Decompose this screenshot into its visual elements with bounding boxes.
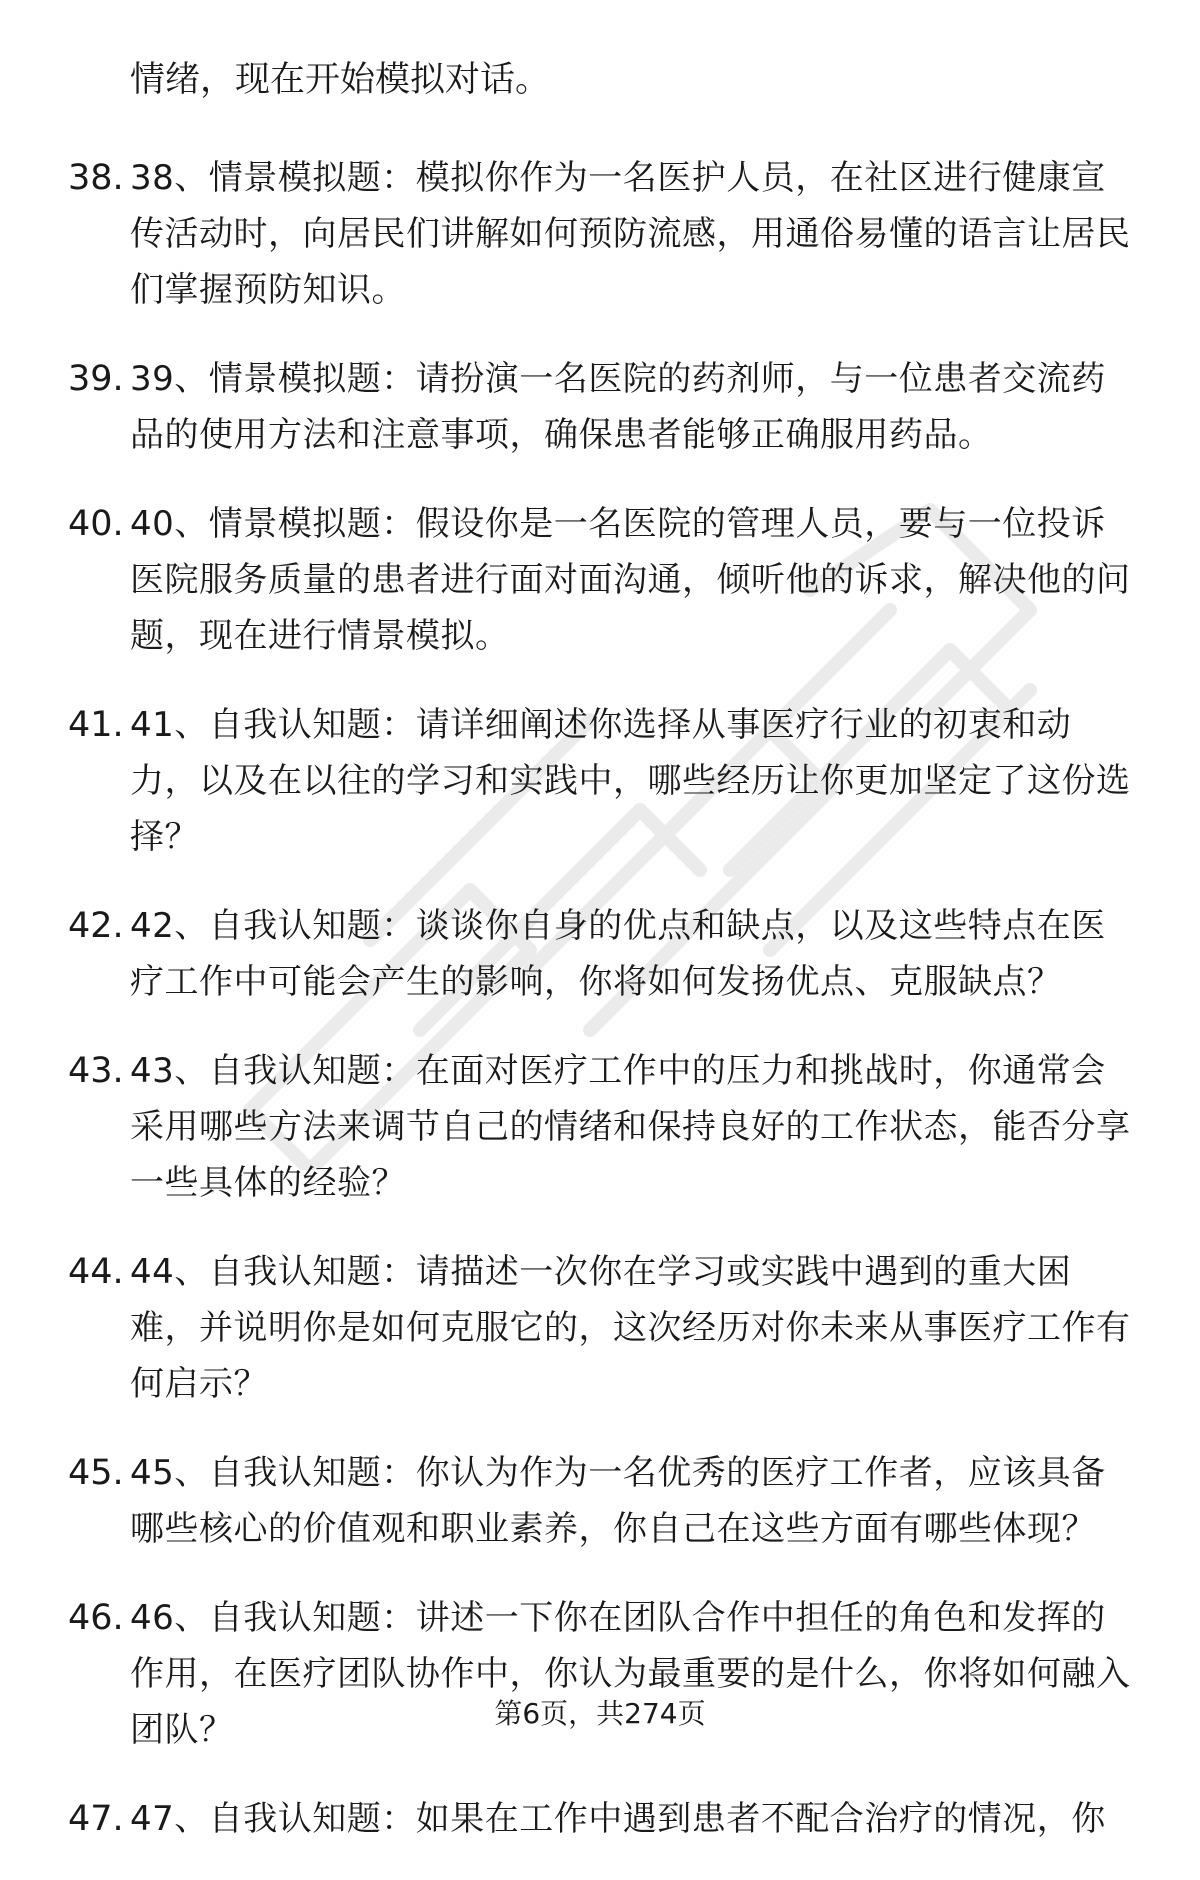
question-number: 42.: [68, 906, 124, 946]
question-text: 41、自我认知题：请详细阐述你选择从事医疗行业的初衷和动力，以及在以往的学习和实践中，哪些经历让你更加坚定了这份选择？: [130, 705, 1131, 857]
question-text: 46、自我认知题：讲述一下你在团队合作中担任的角色和发挥的作用，在医疗团队协作中，你认为最重要的是什么，你将如何融入团队？: [130, 1598, 1131, 1750]
question-number: 39.: [68, 359, 124, 399]
question-item: [0, 496, 1200, 664]
question-item: [0, 1043, 1200, 1211]
question-item: [0, 351, 1200, 463]
question-number: 43.: [68, 1051, 124, 1091]
question-item: [0, 1791, 1200, 1847]
question-number: 41.: [68, 705, 124, 745]
question-number: 44.: [68, 1252, 124, 1292]
question-number: 46.: [68, 1598, 124, 1638]
continued-text: 情绪，现在开始模拟对话。: [130, 60, 551, 100]
question-item: [0, 898, 1200, 1010]
question-text: 42、自我认知题：谈谈你自身的优点和缺点，以及这些特点在医疗工作中可能会产生的影响，你将如何发扬优点、克服缺点？: [130, 906, 1106, 1002]
question-text: 39、情景模拟题：请扮演一名医院的药剂师，与一位患者交流药品的使用方法和注意事项，确保患者能够正确服用药品。: [130, 359, 1106, 455]
question-item: [0, 150, 1200, 318]
question-text: 38、情景模拟题：模拟你作为一名医护人员，在社区进行健康宣传活动时，向居民们讲解如何预防流感，用通俗易懂的语言让居民们掌握预防知识。: [130, 158, 1131, 310]
question-text: 45、自我认知题：你认为作为一名优秀的医疗工作者，应该具备哪些核心的价值观和职业素养，你自己在这些方面有哪些体现？: [130, 1453, 1106, 1549]
question-text: 47、自我认知题：如果在工作中遇到患者不配合治疗的情况，你: [130, 1799, 1106, 1839]
question-text: 44、自我认知题：请描述一次你在学习或实践中遇到的重大困难，并说明你是如何克服它的，这次经历对你未来从事医疗工作有何启示？: [130, 1252, 1131, 1404]
question-number: 47.: [68, 1799, 124, 1839]
question-list: [0, 150, 1200, 1880]
question-number: 45.: [68, 1453, 124, 1493]
question-item: [0, 1244, 1200, 1412]
question-item: [0, 697, 1200, 865]
question-text: 43、自我认知题：在面对医疗工作中的压力和挑战时，你通常会采用哪些方法来调节自己的情绪和保持良好的工作状态，能否分享一些具体的经验？: [130, 1051, 1131, 1203]
question-text: 40、情景模拟题：假设你是一名医院的管理人员，要与一位投诉医院服务质量的患者进行面对面沟通，倾听他的诉求，解决他的问题，现在进行情景模拟。: [130, 504, 1131, 656]
question-item: [0, 1445, 1200, 1557]
question-number: 40.: [68, 504, 124, 544]
page-footer: 第6页，共274页: [494, 1697, 706, 1730]
question-number: 38.: [68, 158, 124, 198]
